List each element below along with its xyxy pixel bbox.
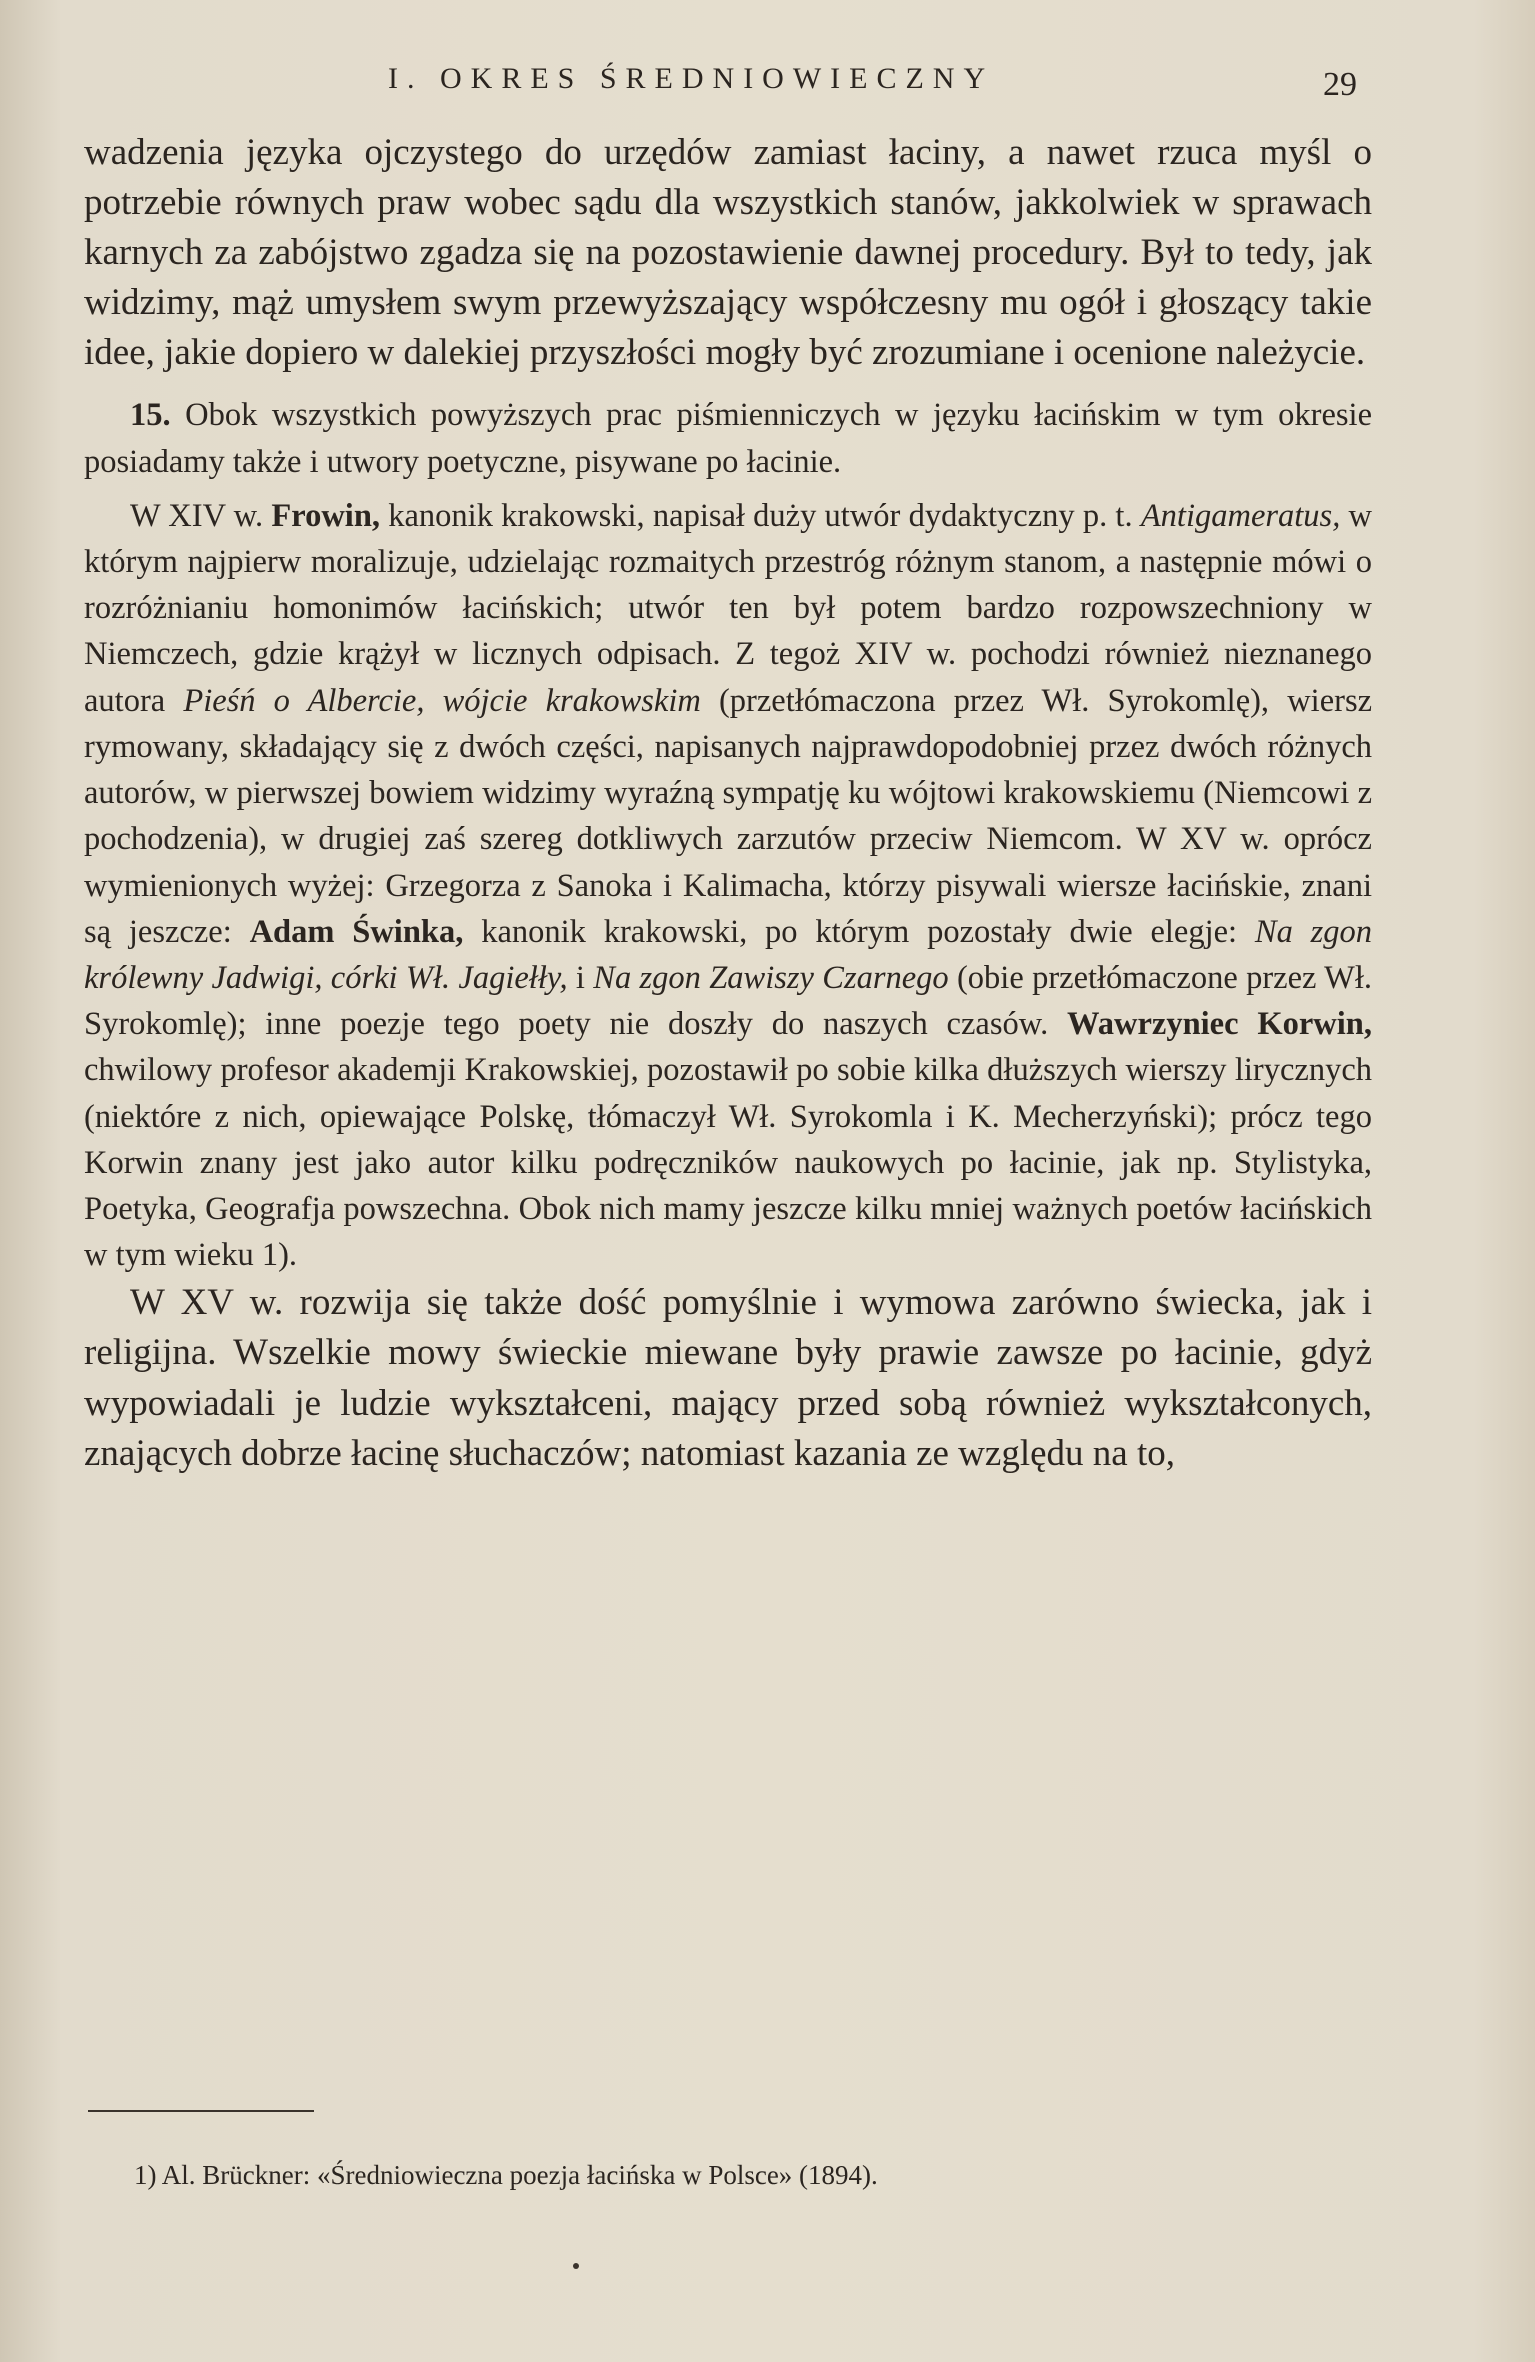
section-15-text: Obok wszystkich powyższych prac piśmienniczych w języku łacińskim w tym okresie posiadamy także i utwory poetyczne, pisywane po łacinie. (84, 397, 1372, 480)
print-speck (573, 2263, 579, 2269)
running-title: I. OKRES ŚREDNIOWIECZNY (388, 62, 995, 95)
work-title: Pieśń o Albercie, wójcie krakowskim (183, 682, 701, 719)
text-run: (przetłómaczona przez Wł. Syrokomlę), wiersz rymowany, składający się z dwóch części, napisanych najprawdopodobniej przez dwóch różnych autorów, w pierwszej bowiem widzimy wyraźną sympatję ku wójtowi krakowskiemu (Niemcowi z pochodzenia), w drugiej zaś szereg dotkliwych zarzutów przeciw Niemcom. W XV w. oprócz wymienionych wyżej: Grzegorza z Sanoka i Kalimacha, którzy pisywali wiersze łacińskie, znani są jeszcze: (84, 682, 1373, 950)
text-run: i (575, 959, 585, 996)
footnote-text: Al. Brückner: «Średniowieczna poezja łacińska w Polsce» (1894). (161, 2160, 878, 2190)
footnote-mark: 1) (134, 2160, 157, 2190)
author-name: Frowin, (271, 497, 381, 534)
paragraph-continuation: wadzenia języka ojczystego do urzędów zamiast łaciny, a nawet rzuca myśl o potrzebie równych praw wobec sądu dla wszystkich stanów, jakkolwiek w sprawach karnych za zabójstwo zgadza się na pozostawienie dawnej procedury. Był to tedy, jak widzimy, mąż umysłem swym przewyższający współczesny mu ogół i głoszący takie idee, jakie dopiero w dalekiej przyszłości mogły być zrozumiane i ocenione należycie. (84, 132, 1372, 374)
author-name: Adam Świnka, (249, 913, 464, 950)
work-title: Na zgon królewny Jadwigi, córki Wł. Jagiełły, (84, 913, 1373, 996)
page-number: 29 (1323, 66, 1357, 103)
text-run: w którym najpierw moralizuje, udzielając rozmaitych przestróg różnym stanom, a następnie mówi o rozróżnianiu homonimów łacińskich; utwór ten był potem bardzo rozpowszechniony w Niemczech, gdzie krążył w licznych odpisach. Z tegoż XIV w. pochodzi również nieznanego autora (84, 497, 1373, 719)
section-number: 15. (130, 397, 171, 434)
text-run: kanonik krakowski, po którym pozostały dwie elegje: (481, 913, 1238, 950)
body-text (84, 128, 1372, 1479)
footnote (134, 2160, 878, 2191)
text-run: (obie przetłómaczone przez Wł. Syrokomlę); inne poezje tego poety nie doszły do naszych czasów. (84, 959, 1372, 1043)
paragraph-section-15 (84, 392, 1372, 484)
footnote-divider (88, 2110, 314, 2112)
text-run: chwilowy profesor akademji Krakowskiej, pozostawił po sobie kilka dłuższych wierszy lirycznych (niektóre z nich, opiewające Polskę, tłómaczył Wł. Syrokomla i K. Mecherzyński); prócz tego Korwin znany jest jako autor kilku podręczników naukowych po łacinie, jak np. Stylistyka, Poetyka, Geografja powszechna. Obok nich mamy jeszcze kilku mniej ważnych poetów łacińskich w tym wieku (84, 1052, 1372, 1274)
page-header (388, 62, 1357, 106)
footnote-reference: 1). (261, 1237, 298, 1274)
paragraph-latin-poets (84, 493, 1372, 1278)
work-title: Antigameratus, (1140, 497, 1341, 534)
work-title: Na zgon Zawiszy Czarnego (593, 959, 949, 996)
text-run: kanonik krakowski, napisał duży utwór dydaktyczny p. t. (388, 497, 1133, 534)
paragraph-rhetoric: W XV w. rozwija się także dość pomyślnie i wymowa zarówno świecka, jak i religijna. Wszelkie mowy świeckie miewane były prawie zawsze po łacinie, gdyż wypowiadali je ludzie wykształceni, mający przed sobą również wykształconych, znających dobrze łacinę słuchaczów; natomiast kazania ze względu na to, (84, 1282, 1372, 1474)
author-name: Wawrzyniec Korwin, (1067, 1006, 1373, 1043)
text-run: W XIV w. (130, 497, 264, 534)
